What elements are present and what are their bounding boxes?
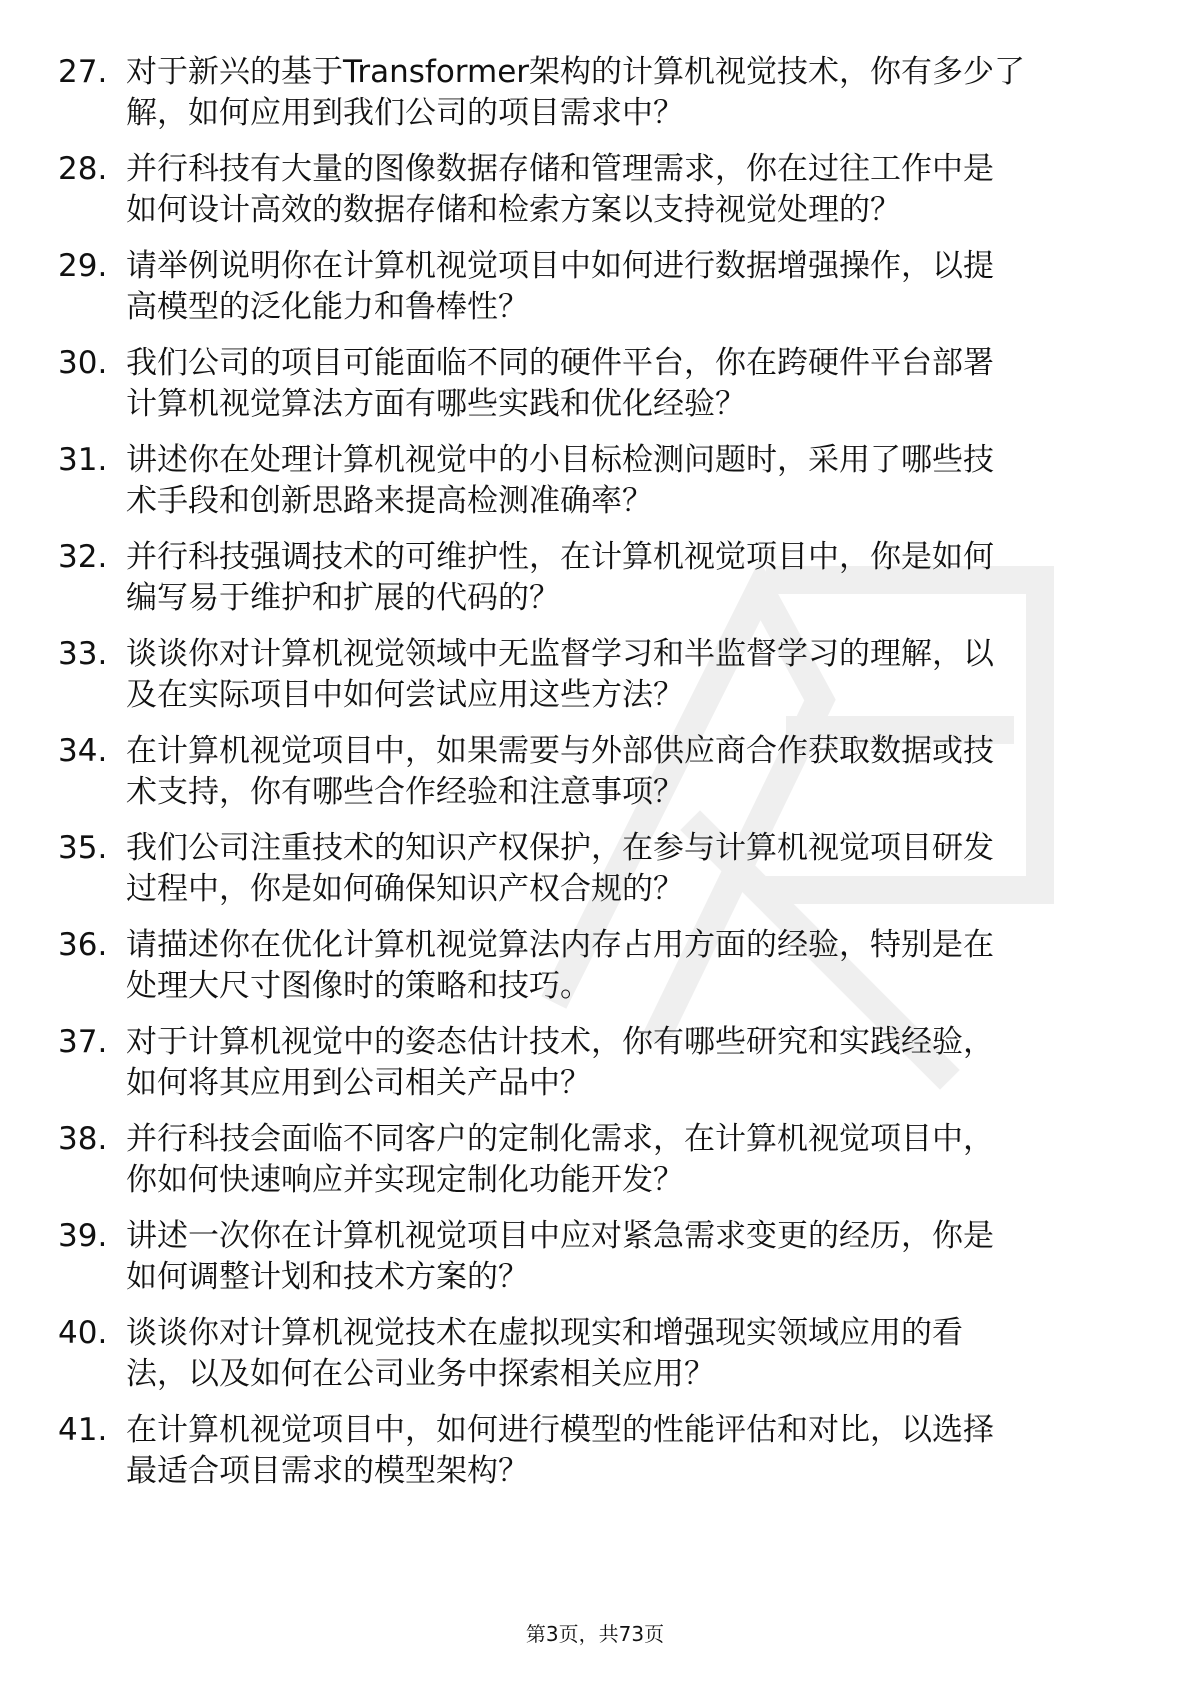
question-line: 对于计算机视觉中的姿态估计技术，你有哪些研究和实践经验， — [126, 1024, 994, 1060]
question-line: 编写易于维护和扩展的代码的？ — [126, 580, 560, 616]
question-number: 37. — [58, 1024, 108, 1060]
question-line: 谈谈你对计算机视觉领域中无监督学习和半监督学习的理解，以 — [126, 636, 994, 672]
question-number: 29. — [58, 248, 108, 284]
question-text — [126, 1119, 1126, 1201]
question-line: 及在实际项目中如何尝试应用这些方法？ — [126, 677, 684, 713]
question-item — [0, 828, 1190, 925]
question-item — [0, 634, 1190, 731]
question-line: 讲述你在处理计算机视觉中的小目标检测问题时，采用了哪些技 — [126, 442, 994, 478]
question-text — [126, 1313, 1126, 1395]
question-text — [126, 440, 1126, 522]
question-number: 27. — [58, 54, 108, 90]
question-text — [126, 149, 1126, 231]
question-number: 34. — [58, 733, 108, 769]
question-number: 38. — [58, 1121, 108, 1157]
question-item — [0, 440, 1190, 537]
question-item — [0, 343, 1190, 440]
question-list — [0, 52, 1190, 1507]
question-line: 如何将其应用到公司相关产品中？ — [126, 1065, 591, 1101]
question-line: 法，以及如何在公司业务中探索相关应用？ — [126, 1356, 715, 1392]
question-item — [0, 149, 1190, 246]
question-number: 32. — [58, 539, 108, 575]
question-item — [0, 925, 1190, 1022]
question-text — [126, 246, 1126, 328]
question-text — [126, 1022, 1126, 1104]
question-line: 术支持，你有哪些合作经验和注意事项？ — [126, 774, 684, 810]
question-number: 40. — [58, 1315, 108, 1351]
question-line: 谈谈你对计算机视觉技术在虚拟现实和增强现实领域应用的看 — [126, 1315, 963, 1351]
question-item — [0, 1410, 1190, 1507]
question-item — [0, 1313, 1190, 1410]
question-text — [126, 1410, 1126, 1492]
question-line: 如何设计高效的数据存储和检索方案以支持视觉处理的？ — [126, 192, 901, 228]
question-number: 41. — [58, 1412, 108, 1448]
question-number: 33. — [58, 636, 108, 672]
question-number: 31. — [58, 442, 108, 478]
question-line: 并行科技会面临不同客户的定制化需求，在计算机视觉项目中， — [126, 1121, 994, 1157]
question-item — [0, 52, 1190, 149]
question-item — [0, 537, 1190, 634]
question-line: 讲述一次你在计算机视觉项目中应对紧急需求变更的经历，你是 — [126, 1218, 994, 1254]
question-line: 请描述你在优化计算机视觉算法内存占用方面的经验，特别是在 — [126, 927, 994, 963]
question-line: 对于新兴的基于Transformer架构的计算机视觉技术，你有多少了 — [126, 54, 1026, 90]
question-number: 35. — [58, 830, 108, 866]
question-number: 30. — [58, 345, 108, 381]
question-line: 我们公司注重技术的知识产权保护，在参与计算机视觉项目研发 — [126, 830, 994, 866]
question-number: 39. — [58, 1218, 108, 1254]
question-text — [126, 343, 1126, 425]
question-line: 高模型的泛化能力和鲁棒性？ — [126, 289, 529, 325]
question-text — [126, 537, 1126, 619]
question-item — [0, 246, 1190, 343]
question-line: 解，如何应用到我们公司的项目需求中？ — [126, 95, 684, 131]
page-footer: 第3页，共73页 — [525, 1622, 665, 1646]
question-item — [0, 1216, 1190, 1313]
question-text — [126, 1216, 1126, 1298]
question-line: 如何调整计划和技术方案的？ — [126, 1259, 529, 1295]
question-line: 最适合项目需求的模型架构？ — [126, 1453, 529, 1489]
question-item — [0, 1119, 1190, 1216]
question-text — [126, 52, 1126, 134]
question-line: 你如何快速响应并实现定制化功能开发？ — [126, 1162, 684, 1198]
question-number: 28. — [58, 151, 108, 187]
question-line: 并行科技强调技术的可维护性，在计算机视觉项目中，你是如何 — [126, 539, 994, 575]
question-line: 术手段和创新思路来提高检测准确率？ — [126, 483, 653, 519]
question-line: 计算机视觉算法方面有哪些实践和优化经验？ — [126, 386, 746, 422]
question-line: 我们公司的项目可能面临不同的硬件平台，你在跨硬件平台部署 — [126, 345, 994, 381]
question-text — [126, 731, 1126, 813]
question-item — [0, 1022, 1190, 1119]
question-text — [126, 634, 1126, 716]
question-line: 请举例说明你在计算机视觉项目中如何进行数据增强操作，以提 — [126, 248, 994, 284]
question-line: 过程中，你是如何确保知识产权合规的？ — [126, 871, 684, 907]
question-line: 在计算机视觉项目中，如果需要与外部供应商合作获取数据或技 — [126, 733, 994, 769]
question-number: 36. — [58, 927, 108, 963]
question-line: 并行科技有大量的图像数据存储和管理需求，你在过往工作中是 — [126, 151, 994, 187]
question-line: 处理大尺寸图像时的策略和技巧。 — [126, 968, 591, 1004]
question-text — [126, 925, 1126, 1007]
question-text — [126, 828, 1126, 910]
question-line: 在计算机视觉项目中，如何进行模型的性能评估和对比，以选择 — [126, 1412, 994, 1448]
question-item — [0, 731, 1190, 828]
